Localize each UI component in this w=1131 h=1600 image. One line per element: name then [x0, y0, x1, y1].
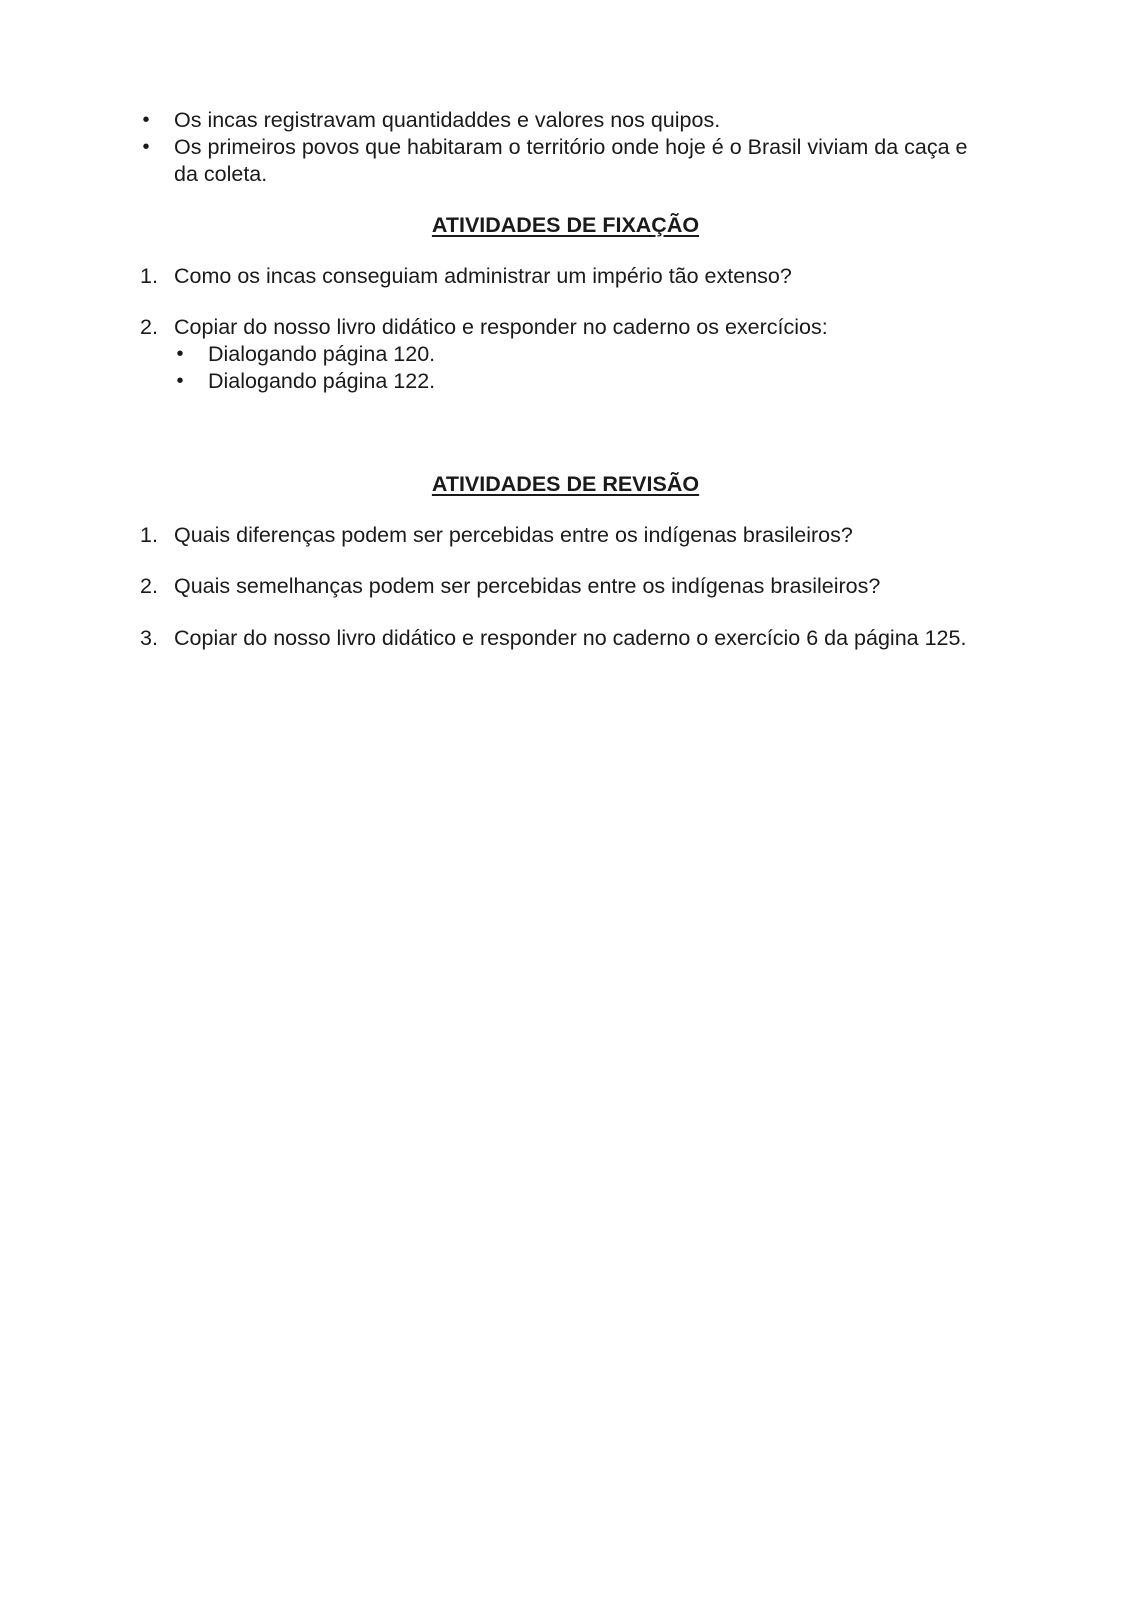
item-text: Como os incas conseguiam administrar um império tão extenso?	[174, 264, 792, 288]
section-title-revisao: ATIVIDADES DE REVISÃO	[431, 472, 700, 496]
bullet-marker: •	[176, 343, 184, 365]
intro-bullet-text: Os incas registravam quantidaddes e valores nos quipos.	[174, 108, 721, 132]
item-number: 1.	[140, 523, 158, 547]
bullet-marker: •	[142, 109, 150, 131]
item-text: Copiar do nosso livro didático e responder no caderno os exercícios:	[174, 315, 828, 339]
subitem-text: Dialogando página 122.	[208, 369, 436, 393]
item-text: Quais diferenças podem ser percebidas entre os indígenas brasileiros?	[174, 523, 853, 547]
subitem-text: Dialogando página 120.	[208, 342, 436, 366]
bullet-marker: •	[176, 370, 184, 392]
intro-bullet-text-line1: Os primeiros povos que habitaram o território onde hoje é o Brasil viviam da caça e	[174, 135, 968, 159]
item-number: 3.	[140, 626, 158, 650]
section-title-fixacao: ATIVIDADES DE FIXAÇÃO	[431, 213, 700, 237]
intro-bullet-text-line2: da coleta.	[174, 162, 268, 186]
item-number: 1.	[140, 264, 158, 288]
item-text: Quais semelhanças podem ser percebidas entre os indígenas brasileiros?	[174, 574, 881, 598]
item-number: 2.	[140, 574, 158, 598]
item-text: Copiar do nosso livro didático e responder no caderno o exercício 6 da página 125.	[174, 626, 967, 650]
item-number: 2.	[140, 315, 158, 339]
bullet-marker: •	[142, 136, 150, 158]
